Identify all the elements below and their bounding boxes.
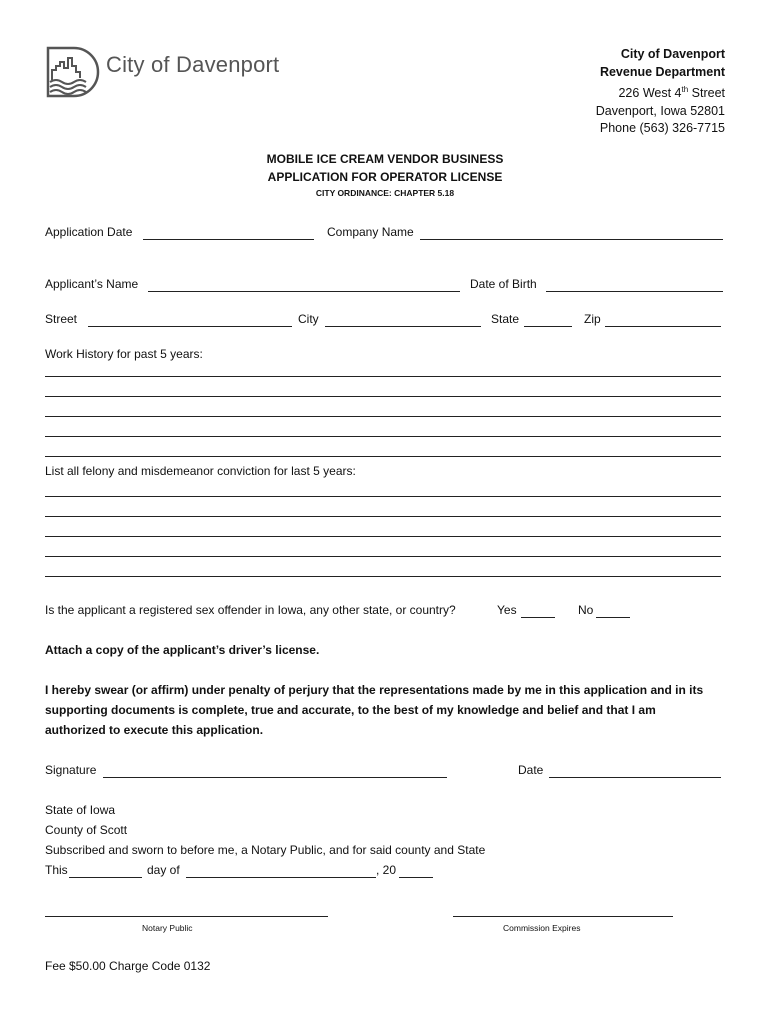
commission-expires-line[interactable] xyxy=(453,916,673,917)
convictions-line[interactable] xyxy=(45,496,721,497)
sex-offender-question: Is the applicant a registered sex offender in Iowa, any other state, or country? xyxy=(45,603,456,617)
oath-line2: supporting documents is complete, true and accurate, to the best of my knowledge and belief and that I am xyxy=(45,703,656,717)
sex-offender-yes-field[interactable] xyxy=(521,617,555,618)
notary-this-label: This xyxy=(45,863,68,877)
convictions-line[interactable] xyxy=(45,516,721,517)
signature-field[interactable] xyxy=(103,777,447,778)
city-logo xyxy=(44,44,102,102)
notary-public-label: Notary Public xyxy=(142,923,193,933)
application-date-label: Application Date xyxy=(45,225,133,239)
date-of-birth-field[interactable] xyxy=(546,291,723,292)
applicants-name-label: Applicant’s Name xyxy=(45,277,139,291)
notary-public-signature-line[interactable] xyxy=(45,916,328,917)
signature-label: Signature xyxy=(45,763,97,777)
convictions-line[interactable] xyxy=(45,576,721,577)
company-name-field[interactable] xyxy=(420,239,723,240)
city-field[interactable] xyxy=(325,326,481,327)
state-label: State xyxy=(491,312,520,326)
city-ordinance: CITY ORDINANCE: CHAPTER 5.18 xyxy=(315,188,455,198)
street-label: Street xyxy=(45,312,78,326)
zip-label: Zip xyxy=(584,312,601,326)
notary-sworn-statement: Subscribed and sworn to before me, a Notary Public, and for said county and State xyxy=(45,843,486,857)
sex-offender-yes-label: Yes xyxy=(497,603,517,617)
zip-field[interactable] xyxy=(605,326,721,327)
fee-charge-code: Fee $50.00 Charge Code 0132 xyxy=(45,959,211,973)
attach-license-note: Attach a copy of the applicant’s driver’s license. xyxy=(45,643,320,657)
address-city-line: Davenport, Iowa 52801 xyxy=(595,103,725,118)
notary-day-of-label: day of xyxy=(147,863,180,877)
sex-offender-no-label: No xyxy=(578,603,594,617)
work-history-label: Work History for past 5 years: xyxy=(45,347,203,361)
convictions-label: List all felony and misdemeanor conviction for last 5 years: xyxy=(45,464,356,478)
work-history-line[interactable] xyxy=(45,436,721,437)
city-skyline-wave-icon xyxy=(44,44,102,102)
work-history-line[interactable] xyxy=(45,416,721,417)
notary-day-field[interactable] xyxy=(69,877,142,878)
street-field[interactable] xyxy=(88,326,292,327)
form-title-line2: APPLICATION FOR OPERATOR LICENSE xyxy=(267,170,503,184)
logo-text: City of Davenport xyxy=(106,52,280,77)
address-block xyxy=(596,46,725,138)
work-history-line[interactable] xyxy=(45,396,721,397)
work-history-line[interactable] xyxy=(45,456,721,457)
application-date-field[interactable] xyxy=(143,239,314,240)
address-street: 226 West 4th Street xyxy=(618,85,725,101)
notary-year-prefix: , 20 xyxy=(376,863,397,877)
notary-county: County of Scott xyxy=(45,823,128,837)
date-of-birth-label: Date of Birth xyxy=(470,277,537,291)
work-history-line[interactable] xyxy=(45,376,721,377)
convictions-line[interactable] xyxy=(45,556,721,557)
notary-month-field[interactable] xyxy=(186,877,376,878)
city-label: City xyxy=(298,312,319,326)
oath-line3: authorized to execute this application. xyxy=(45,723,264,737)
commission-expires-label: Commission Expires xyxy=(503,923,581,933)
address-phone: Phone (563) 326-7715 xyxy=(599,121,725,136)
notary-year-field[interactable] xyxy=(399,877,433,878)
applicants-name-field[interactable] xyxy=(148,291,460,292)
signature-date-label: Date xyxy=(518,763,544,777)
convictions-line[interactable] xyxy=(45,536,721,537)
address-city: City of Davenport xyxy=(620,47,725,61)
company-name-label: Company Name xyxy=(327,225,414,239)
address-department: Revenue Department xyxy=(599,64,725,79)
oath-line1: I hereby swear (or affirm) under penalty of perjury that the representations made by me in this application and in its xyxy=(45,683,704,697)
form-title-line1: MOBILE ICE CREAM VENDOR BUSINESS xyxy=(266,152,504,166)
signature-date-field[interactable] xyxy=(549,777,721,778)
state-field[interactable] xyxy=(524,326,572,327)
notary-state: State of Iowa xyxy=(45,803,116,817)
sex-offender-no-field[interactable] xyxy=(596,617,630,618)
